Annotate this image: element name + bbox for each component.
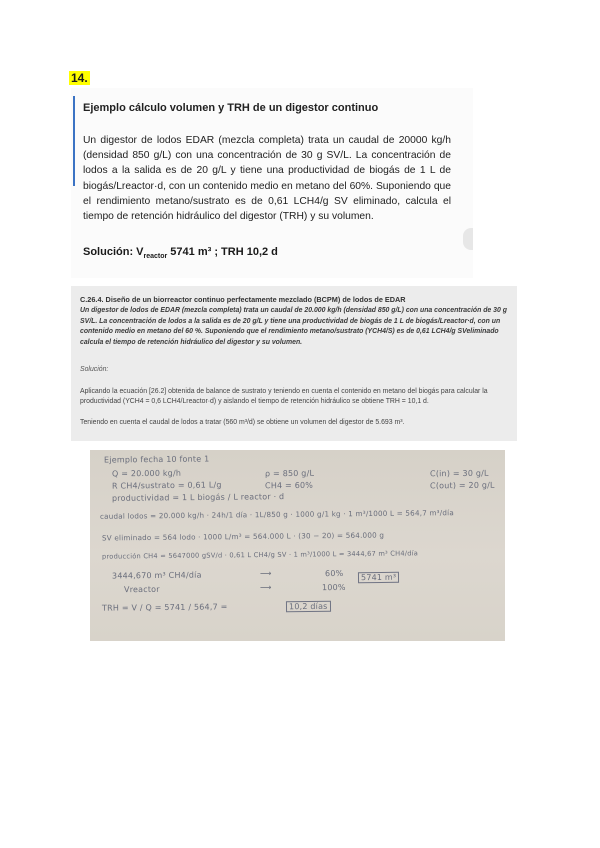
note-arrow2: ⟶ [259,582,272,593]
note-cin: C(in) = 30 g/L [429,468,489,479]
solution-value: 5741 m³ ; TRH 10,2 d [167,246,278,258]
note-produccion-ch4: producción CH4 = 5647000 gSV/d · 0,61 L CH4/g SV · 1 m³/1000 L = 3444,67 m³ CH4/día [101,549,419,561]
note-100: 100% [321,582,346,593]
note-vreactor: Vreactor [123,584,160,595]
note-ch4: CH4 = 60% [264,480,314,491]
note-q: Q = 20.000 kg/h [111,468,182,479]
note-result-trh: 10,2 días [286,601,331,612]
solution-v: V [136,246,144,258]
book-heading: C.26.4. Diseño de un biorreactor continuo perfectamente mezclado (BCPM) de lodos de EDAR [80,295,406,304]
note-density: ρ = 850 g/L [264,468,315,479]
note-60: 60% [324,568,344,579]
book-solution-label: Solución: [80,366,109,373]
note-productividad: productividad = 1 L biogás / L reactor · d [111,492,285,503]
note-caudal: caudal lodos = 20.000 kg/h · 24h/1 día · 1L/850 g · 1000 g/1 kg · 1 m³/1000 L = 564,7 m³/día [99,508,454,521]
note-yield: R CH4/sustrato = 0,61 L/g [111,480,222,491]
note-sv-eliminado: SV eliminado = 564 lodo · 1000 L/m³ = 564.000 L · (30 − 20) = 564.000 g [101,530,385,543]
problem-number: 14. [71,71,88,85]
slide-title: Ejemplo cálculo volumen y TRH de un digestor continuo [83,102,379,114]
note-cout: C(out) = 20 g/L [429,480,495,491]
slide-solution [83,246,278,260]
slide-paragraph: Un digestor de lodos EDAR (mezcla completa) trata un caudal de 20000 kg/h (densidad 850 g/L) con una concentración de 30 g SV/L. La concentración de lodos a la salida es de 20 g/L y tiene una productividad de biogás de 1 L de biogás/Lreactor·d, con un contenido medio en metano del 60%. Suponiendo que el rendimiento metano/sustrato es de 0,61 LCH4/g SV eliminado, calcula el tiempo de retención hidráulico del digestor (TRH) y su volumen. [83,135,451,223]
note-arrow1: ⟶ [259,568,272,579]
book-excerpt [71,286,517,441]
handwritten-notes-photo [90,450,505,641]
book-solution-para2: Teniendo en cuenta el caudal de lodos a tratar (560 m³/d) se obtiene un volumen del digestor de 5.693 m³. [80,419,405,426]
solution-v-sub: reactor [143,253,168,261]
book-statement: Un digestor de lodos de EDAR (mezcla completa) trata un caudal de 20.000 kg/h (densidad 850 g/L) con una concentración de 30 g SV/L. La concentración de lodos a la salida es de 20 g/L y tiene una productividad de biogás de 1 L de biogás/Lreactor·d, con un contenido medio en metano del 60 %. Suponiendo que el rendimiento metano/sustrato (YCH4/S) es de 0,61 LCH4/g SVeliminado calcula el tiempo de retención hidráulico del digestor y su volumen. [80,307,507,346]
note-trh: TRH = V / Q = 5741 / 564,7 = [101,602,228,613]
solution-label: Solución: [83,246,134,258]
note-result-volume: 5741 m³ [358,572,399,583]
note-ch4-day: 3444,670 m³ CH4/día [111,570,202,581]
book-solution-para1: Aplicando la ecuación [26.2] obtenida de balance de sustrato y teniendo en cuenta el contenido en metano del biogás para calcular la productividad (YCH4 = 0,6 LCH4/Lreactor·d) y aislando el tiempo de retención hidráulico se obtiene TRH = 10,1 d. [80,388,488,405]
accent-bar [73,96,75,186]
slide-scan [71,88,473,278]
slide-side-tab [463,228,473,250]
note-title: Ejemplo fecha 10 fonte 1 [103,454,210,465]
